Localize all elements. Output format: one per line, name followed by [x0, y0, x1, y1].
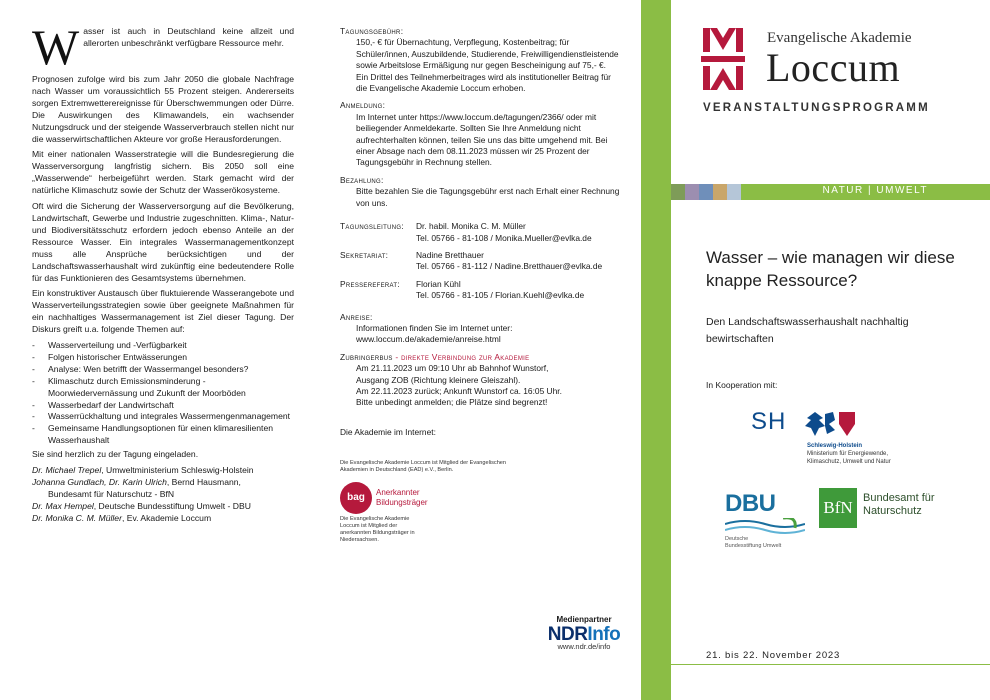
sh-logo [751, 404, 941, 474]
speaker-line: Dr. Michael Trepel, Umweltministerium Schleswig-Holstein [32, 465, 254, 476]
contact-details: Tel. 05766 - 81-105 / Florian.Kuehl@evlka.de [416, 290, 585, 301]
akademie-name: Evangelische Akademie [767, 30, 912, 46]
shuttle-line: Am 21.11.2023 um 09:10 Uhr ab Bahnhof Wunstorf, [356, 363, 549, 374]
bag-note: Die Evangelische Akademie Loccum ist Mitglied der anerkannten Bildungsträger in Niedersachsen. [340, 516, 415, 544]
contact-label: Pressereferat: [340, 278, 401, 289]
travel-text: Informationen finden Sie im Internet unter: [356, 322, 513, 333]
dbu-logo [725, 488, 805, 558]
info-column [340, 26, 622, 651]
media-partner [546, 614, 622, 652]
payment-heading: Bezahlung: [340, 174, 384, 185]
fee-text-2: Ein Drittel des Teilnehmerbeitrages wird als institutioneller Beitrag für die Evangelische Akademie Loccum erhoben. [356, 71, 611, 94]
cooperation-label: In Kooperation mit: [706, 380, 778, 390]
drop-cap: W [32, 19, 80, 75]
bag-text: Anerkannter Bildungsträger [376, 488, 428, 508]
fee-text: 150,- € für Übernachtung, Verpflegung, Kostenbeitrag; für Schüler/innen, Auszubildende, Studierende, Freiwilligendienstleistende sowie Arbeitslose Ermäßigung nur gegen Bescheinigung auf 75,- €. [356, 37, 619, 71]
speaker-list [32, 465, 294, 525]
topic-item: - Wasserverteilung und -Verfügbarkeit [32, 340, 294, 352]
topic-list [32, 340, 294, 447]
contact-name: Nadine Bretthauer [416, 249, 484, 260]
dbu-wave-icon [725, 518, 805, 538]
registration-text: Im Internet unter https://www.loccum.de/tagungen/2366/ oder mit beiliegender Anmeldekarte. Sollten Sie Ihre Anmeldung nicht aufrechterhalten können, teilen Sie uns das bitte umgehend mit. Bei einer Absage nach dem 08.11.2023 müssen wir 25 Prozent der Tagungsgebühr in Rechnung stellen. [356, 111, 608, 168]
topic-item: - Analyse: Wen betrifft der Wassermangel besonders? [32, 364, 294, 376]
contact-details: Tel. 05766 - 81-108 / Monika.Mueller@evlka.de [416, 232, 592, 243]
registration-block [340, 100, 622, 168]
shuttle-line: Ausgang ZOB (Richtung kleinere Gleiszahl). [356, 374, 521, 385]
topic-item: - Wasserbedarf der Landwirtschaft [32, 400, 294, 412]
sh-letters: SH [751, 408, 787, 435]
dbu-subtitle: Deutsche Bundesstiftung Umwelt [725, 536, 782, 549]
travel-block [340, 312, 622, 346]
bag-circle-icon: bag [340, 482, 372, 514]
media-partner-label: Medienpartner [556, 615, 612, 624]
topic-item: - Klimaschutz durch Emissionsminderung - Moorwiedervernässung und Zukunft der Moorböden [32, 376, 294, 400]
ndr-info-logo: NDRInfo [547, 624, 621, 646]
contact-name: Florian Kühl [416, 278, 461, 289]
contact-label: Tagungsleitung: [340, 221, 404, 232]
contact-details: Tel. 05766 - 81-112 / Nadine.Bretthauer@evlka.de [416, 261, 603, 272]
shuttle-line: Am 22.11.2023 zurück; Ankunft Wunstorf ca. 16:05 Uhr. [356, 385, 562, 396]
fee-block [340, 26, 622, 94]
speaker-line: Dr. Max Hempel, Deutsche Bundesstiftung Umwelt - DBU [32, 500, 251, 511]
program-text-column [32, 19, 294, 525]
topic-item: - Gemeinsame Handlungsoptionen für einen klimaresilienten Wasserhaushalt [32, 423, 294, 447]
bfn-box: BfN [819, 488, 857, 528]
date-underline [671, 664, 990, 665]
bfn-logo [819, 488, 979, 532]
category-label: NATUR | UMWELT [822, 185, 928, 196]
loccum-name: Loccum [766, 45, 901, 90]
contact-block [340, 221, 622, 301]
cover-panel [671, 0, 990, 700]
speaker-line: Johanna Gundlach, Dr. Karin Ulrich, Bernd Hausmann, [32, 477, 241, 487]
registration-heading: Anmeldung: [340, 100, 386, 111]
bag-logo [340, 482, 622, 514]
intro-text: asser ist auch in Deutschland keine allzeit und allerorten unbeschränkt verfügbare Ressource mehr. [83, 26, 294, 48]
travel-heading: Anreise: [340, 311, 373, 322]
speaker-line: Bundesamt für Naturschutz - BfN [48, 488, 175, 499]
paragraph-1: Prognosen zufolge wird bis zum Jahr 2050 die globale Nachfrage nach Wasser um voraussichtlich 55 Prozent steigen. Andererseits sorgen Extremwetterereignisse für Überschwemmungen oder Dürre. Die Auswirkungen des Klimawandels, ein wachsender Nutzungsdruck und der steigende Wasserverbrauch stellen nicht nur die wasserwirtschaftlichen Akteure vor große Herausforderungen. [32, 74, 294, 144]
contact-row [340, 279, 622, 302]
travel-link[interactable]: www.loccum.de/akademie/anreise.html [356, 334, 501, 345]
shuttle-heading-note: - direkte Verbindung zur Akademie [392, 351, 530, 362]
event-date: 21. bis 22. November 2023 [706, 650, 841, 661]
topic-item: - Folgen historischer Entwässerungen [32, 352, 294, 364]
sh-text: Schleswig-Holstein Ministerium für Energiewende, Klimaschutz, Umwelt und Natur [807, 443, 891, 465]
welcome-line: Sie sind herzlich zu der Tagung eingeladen. [32, 449, 199, 460]
internet-heading: Die Akademie im Internet: [340, 426, 436, 437]
contact-row [340, 250, 622, 273]
speaker-line: Dr. Monika C. M. Müller, Ev. Akademie Loccum [32, 512, 212, 523]
loccum-cross-logo [701, 28, 745, 90]
ndr-url: www.ndr.de/info [557, 641, 611, 651]
shuttle-block [340, 352, 622, 409]
paragraph-2: Mit einer nationalen Wasserstrategie will die Bundesregierung die Wasserversorgung langfristig sichern. Bis 2050 soll eine „Wasserwende“ herbeigeführt werden. Stark gemacht wird der natürliche Klimaschutz sowie der Schutz der Wasserökosysteme. [32, 149, 294, 196]
event-subtitle: Den Landschaftswasserhaushalt nachhaltig bewirtschaften [706, 316, 909, 345]
paragraph-4: Ein konstruktiver Austausch über fluktuierende Wasserangebote und Wasserverteilungsstrategien sowie über geeignete Maßnahmen für ein nachhaltiges Wassermanagement ist Ziel dieser Tagung. Der Diskurs greift u.a. folgende Themen auf: [32, 288, 294, 335]
dbu-wordmark: DBU [725, 490, 776, 517]
intro-paragraph [32, 19, 294, 75]
event-title: Wasser – wie managen wir diese knappe Ressource? [706, 248, 955, 290]
payment-text: Bitte bezahlen Sie die Tagungsgebühr erst nach Erhalt einer Rechnung von uns. [356, 186, 620, 208]
internet-block [340, 427, 622, 438]
fee-heading: Tagungsgebühr: [340, 26, 404, 36]
bfn-text: Bundesamt für Naturschutz [863, 492, 935, 517]
membership-note: Die Evangelische Akademie Loccum ist Mitglied der Evangelischen Akademien in Deutschland (EAD) e.V., Berlin. [340, 460, 507, 474]
contact-label: Sekretariat: [340, 249, 389, 260]
payment-block [340, 175, 622, 209]
contact-row [340, 221, 622, 244]
program-label: VERANSTALTUNGSPROGRAMM [703, 102, 930, 114]
paragraph-3: Oft wird die Sicherung der Wasserversorgung auf die Bevölkerung, Landwirtschaft, Gewerbe und Industrie zugeschnitten. Klima-, Natur- und Biodiversitätsschutz erfordern jedoch ebenso Anteile an der Ressource Wasser. Ein integrales Wassermanagementkonzept muss alle Ansprüche berücksichtigen und der Landschaftswasserhaushalt wird zukünftig eine bedeutendere Rolle für das Funktionieren des Gesamtsystems übernehmen. [32, 201, 294, 283]
green-band [641, 0, 671, 700]
topic-item: - Wasserrückhaltung und integrales Wassermengenmanagement [32, 411, 294, 423]
contact-name: Dr. habil. Monika C. M. Müller [416, 221, 526, 232]
sh-coat-of-arms-icon [805, 410, 857, 438]
shuttle-heading: Zubringerbus [340, 351, 393, 362]
shuttle-line: Bitte unbedingt anmelden; die Plätze sind begrenzt! [356, 397, 548, 408]
